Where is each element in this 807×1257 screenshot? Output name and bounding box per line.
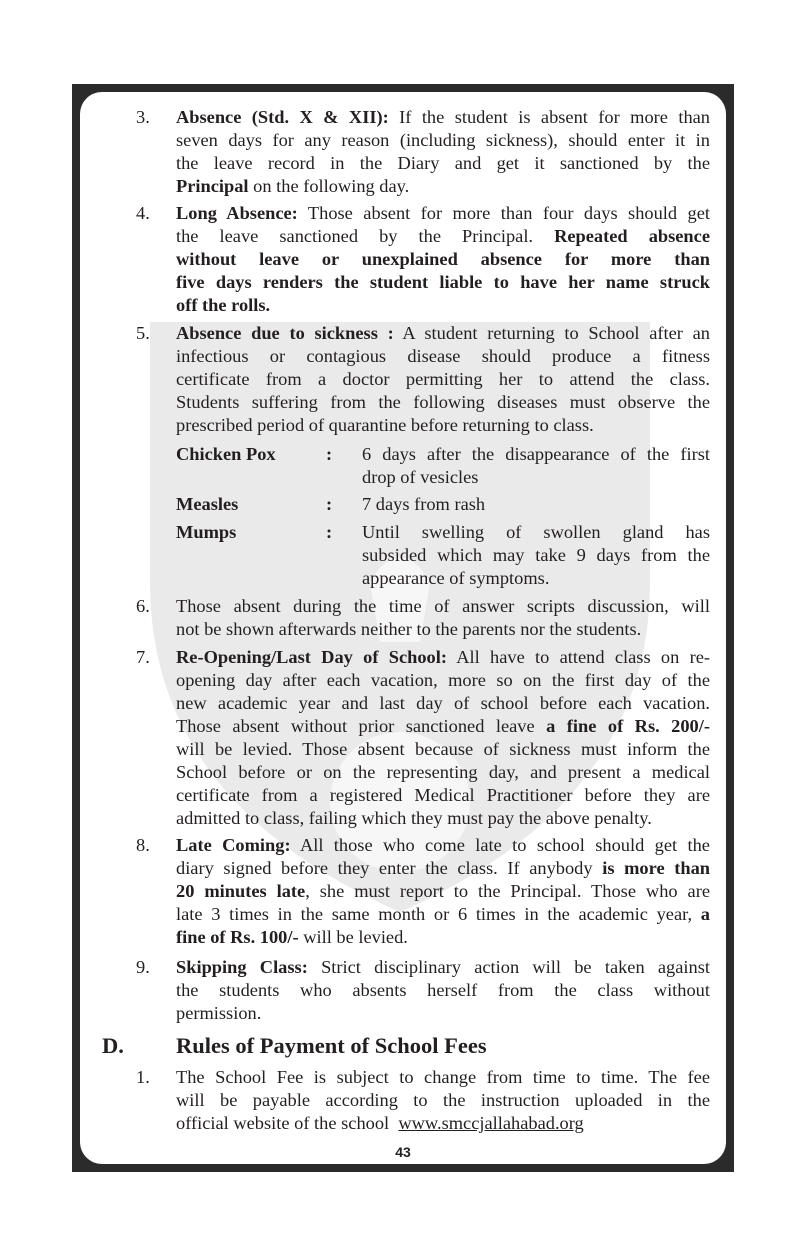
disease-text: Until swelling of swollen gland has: [362, 522, 710, 542]
school-website-link[interactable]: www.smccjallahabad.org: [398, 1113, 584, 1133]
item-bold-text: five days renders the student liable to have her name struck: [176, 272, 710, 292]
disease-name: Chicken Pox: [176, 444, 276, 464]
item-bold-text: fine of Rs. 100/-: [176, 927, 299, 947]
disease-period: [362, 443, 710, 489]
item-label: Late Coming:: [176, 835, 291, 855]
item-label: Re-Opening/Last Day of School:: [176, 647, 447, 667]
disease-name: Mumps: [176, 522, 237, 542]
item-body: [176, 834, 710, 949]
item-text: will be levied.: [298, 927, 408, 947]
item-text: opening day after each vacation, more so on the first day of the: [176, 670, 710, 690]
item-text: , she must report to the Principal. Those who are: [305, 881, 710, 901]
item-number: 9.: [136, 957, 150, 977]
item-text: the leave sanctioned by the Principal.: [176, 226, 555, 246]
item-number: 3.: [136, 107, 150, 127]
disease-text: subsided which may take 9 days from the: [362, 545, 710, 565]
item-label: Long Absence:: [176, 203, 298, 223]
disease-text: drop of vesicles: [362, 467, 479, 487]
item-text: admitted to class, failing which they must pay the above penalty.: [176, 808, 652, 828]
item-body: [176, 322, 710, 437]
item-label: Absence (Std. X & XII):: [176, 107, 389, 127]
item-text: permission.: [176, 1003, 262, 1023]
item-text: Those absent during the time of answer scripts discussion, will: [176, 596, 710, 616]
section-letter: D.: [102, 1033, 124, 1058]
item-text: will be payable according to the instruction uploaded in the: [176, 1090, 710, 1110]
item-text: Those absent without prior sanctioned leave: [176, 716, 547, 736]
item-text: The School Fee is subject to change from time to time. The fee: [176, 1067, 710, 1087]
item-text: Strict disciplinary action will be taken against: [307, 957, 710, 977]
item-bold-text: 20 minutes late: [176, 881, 306, 901]
item-number: 5.: [136, 323, 150, 343]
item-body: [176, 956, 710, 1025]
item-text: Students suffering from the following diseases must observe the: [176, 392, 710, 412]
item-text: on the following day.: [248, 176, 410, 196]
item-text: late 3 times in the same month or 6 times in the academic year,: [176, 904, 701, 924]
item-text: If the student is absent for more than: [388, 107, 710, 127]
item-bold-text: Repeated absence: [554, 226, 710, 246]
item-body: [176, 646, 710, 830]
item-text: Those absent for more than four days should get: [297, 203, 710, 223]
item-text: All have to attend class on re-: [446, 647, 710, 667]
item-text: prescribed period of quarantine before returning to class.: [176, 415, 594, 435]
item-text: All those who come late to school should get the: [290, 835, 710, 855]
disease-colon: :: [326, 494, 333, 514]
item-number: 4.: [136, 203, 150, 223]
item-number: 6.: [136, 596, 150, 616]
disease-colon: :: [326, 444, 333, 464]
disease-period: [362, 521, 710, 590]
item-bold-text: without leave or unexplained absence for more than: [176, 249, 710, 269]
item-text: infectious or contagious disease should produce a fitness: [176, 346, 710, 366]
item-text: not be shown afterwards neither to the parents nor the students.: [176, 619, 642, 639]
item-text: new academic year and last day of school before each vacation.: [176, 693, 710, 713]
item-text: will be levied. Those absent because of sickness must inform the: [176, 739, 710, 759]
item-text: diary signed before they enter the class. If anybody: [176, 858, 603, 878]
item-bold-text: off the rolls.: [176, 295, 271, 315]
item-number: 1.: [136, 1067, 150, 1087]
page-card: [80, 92, 726, 1164]
item-text: the students who absents herself from the class without: [176, 980, 710, 1000]
item-body: [176, 202, 710, 317]
item-body: [176, 106, 710, 198]
item-bold-text: Principal: [176, 176, 249, 196]
item-text: the leave record in the Diary and get it sanctioned by the: [176, 153, 710, 173]
disease-name: Measles: [176, 494, 239, 514]
item-number: 7.: [136, 647, 150, 667]
item-label: Absence due to sickness :: [176, 323, 394, 343]
item-bold-text: a fine of Rs. 200/-: [546, 716, 710, 736]
item-text: School before or on the representing day, and present a medical: [176, 762, 710, 782]
disease-period: [362, 493, 710, 516]
disease-colon: :: [326, 522, 333, 542]
item-text: official website of the school: [176, 1113, 399, 1133]
item-text: certificate from a registered Medical Practitioner before they are: [176, 785, 710, 805]
item-label: Skipping Class:: [176, 957, 308, 977]
item-body: [176, 595, 710, 641]
disease-text: appearance of symptoms.: [362, 568, 550, 588]
page-number: 43: [395, 1144, 411, 1160]
item-bold-text: a: [700, 904, 710, 924]
item-text: seven days for any reason (including sickness), should enter it in: [176, 130, 710, 150]
disease-text: 7 days from rash: [362, 494, 486, 514]
item-body: [176, 1066, 710, 1135]
disease-text: 6 days after the disappearance of the first: [362, 444, 710, 464]
item-text: certificate from a doctor permitting her to attend the class.: [176, 369, 710, 389]
section-title: Rules of Payment of School Fees: [176, 1033, 487, 1058]
item-text: A student returning to School after an: [393, 323, 710, 343]
item-bold-text: is more than: [602, 858, 710, 878]
item-number: 8.: [136, 835, 150, 855]
